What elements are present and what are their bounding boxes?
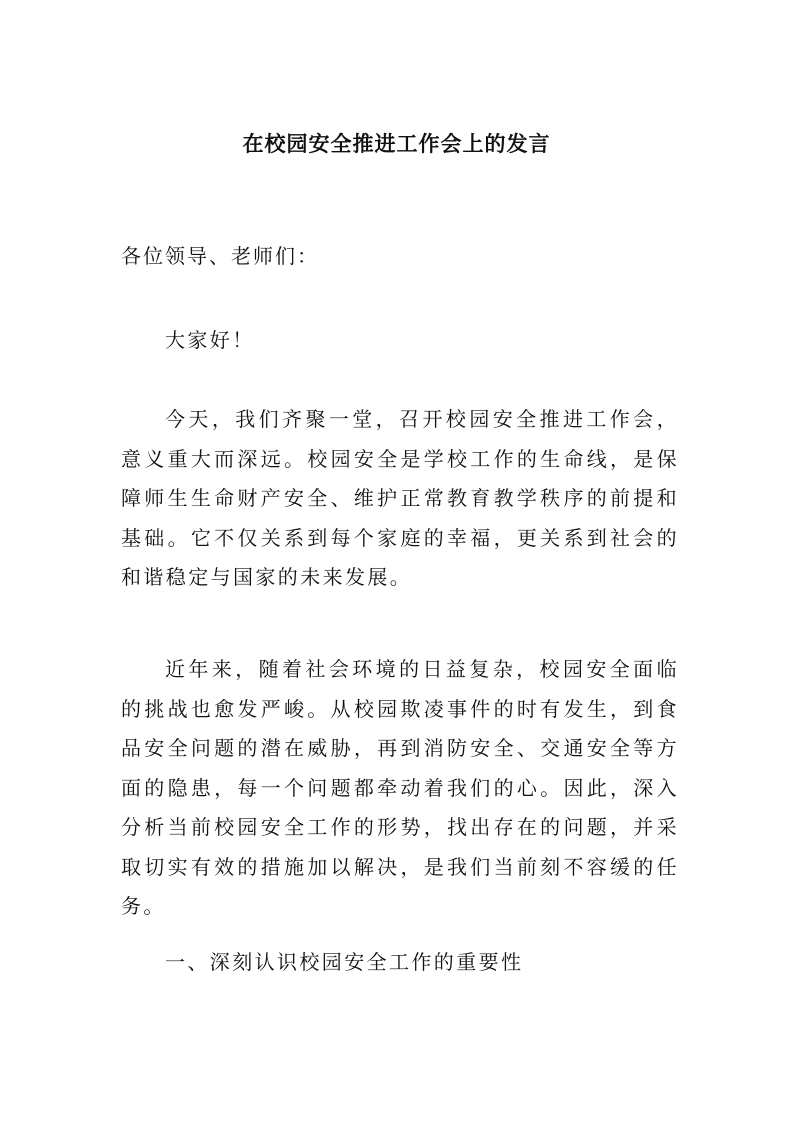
- salutation: 各位领导、老师们：: [121, 244, 319, 268]
- section-heading: 一、深刻认识校园安全工作的重要性: [165, 950, 524, 974]
- document-title: 在校园安全推进工作会上的发言: [242, 132, 551, 156]
- greeting-paragraph: 大家好！: [165, 328, 255, 352]
- body-paragraph: 近年来，随着社会环境的日益复杂，校园安全面临的挑战也愈发严峻。从校园欺凌事件的时有发生，到食品安全问题的潜在威胁，再到消防安全、交通安全等方面的隐患，每一个问题都牵动着我们的心。因此，深入分析当前校园安全工作的形势，找出存在的问题，并采取切实有效的措施加以解决，是我们当前刻不容缓的任务。: [121, 657, 679, 918]
- body-paragraph: 今天，我们齐聚一堂，召开校园安全推进工作会，意义重大而深远。校园安全是学校工作的生命线，是保障师生生命财产安全、维护正常教育教学秩序的前提和基础。它不仅关系到每个家庭的幸福，更关系到社会的和谐稳定与国家的未来发展。: [121, 407, 679, 589]
